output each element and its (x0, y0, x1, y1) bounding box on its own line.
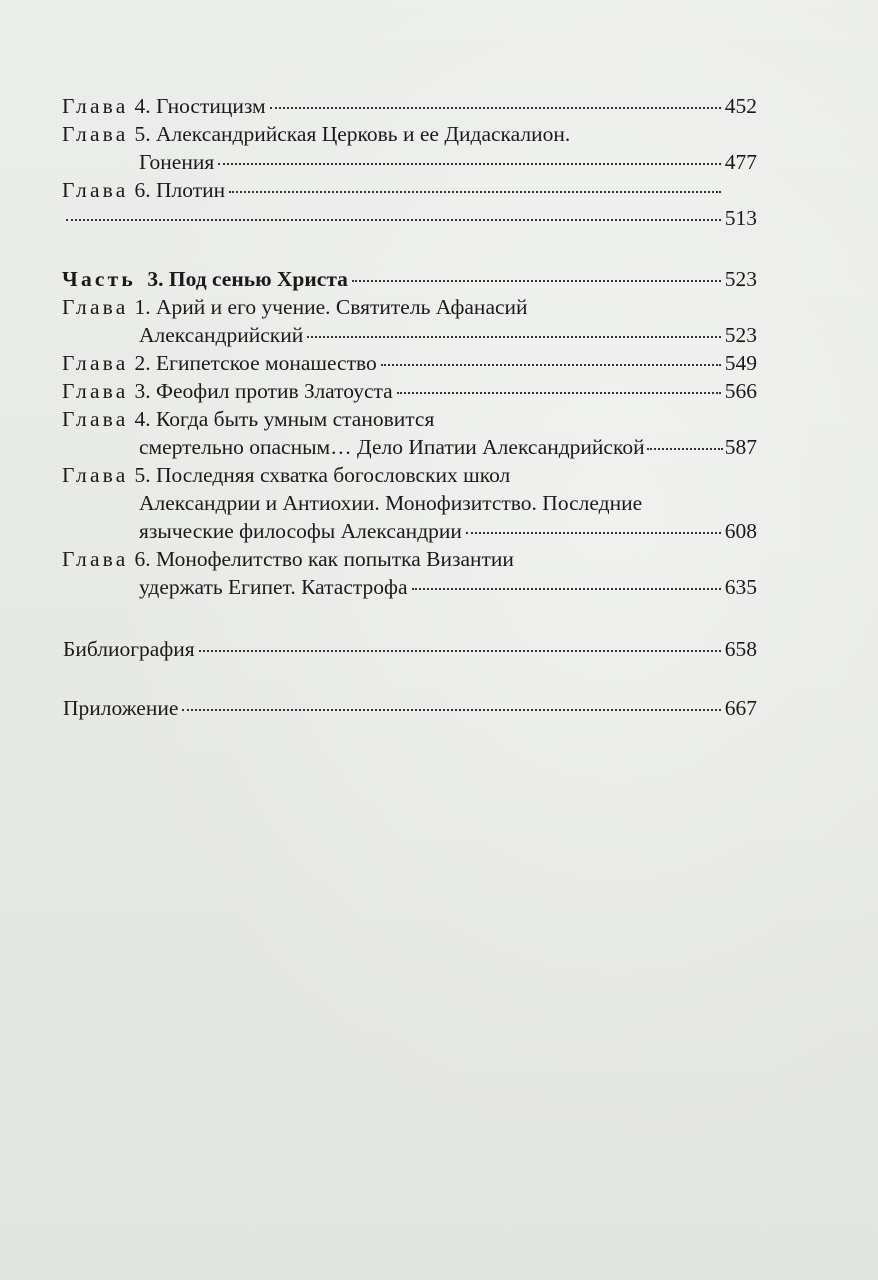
toc-entry-chapter-4[interactable] (62, 92, 757, 120)
dot-leader (412, 588, 721, 590)
chapter-number: 6. (134, 547, 151, 571)
toc-entry-part3-chapter-1[interactable] (62, 293, 757, 349)
part-title: Под сенью Христа (168, 267, 348, 291)
dot-leader (270, 107, 721, 109)
chapter-title-line-2: удержать Египет. Катастрофа (139, 575, 408, 599)
chapter-label: Глава (62, 379, 129, 403)
dot-leader (397, 392, 721, 394)
chapter-title-line-1: Александрийская Церковь и ее Дидаскалион. (156, 122, 571, 146)
toc-entry-chapter-5[interactable] (62, 120, 757, 176)
part-label: Часть (62, 267, 137, 291)
chapter-title-line-2: Александрии и Антиохии. Монофизитство. Последние (139, 491, 643, 515)
appendix-title: Приложение (63, 696, 179, 720)
chapter-title-line-1: Когда быть умным становится (156, 407, 435, 431)
chapter-number: 5. (134, 122, 151, 146)
dot-leader (352, 280, 721, 282)
dot-leader (307, 336, 720, 338)
page-number: 635 (724, 575, 757, 599)
toc-entry-part3-chapter-4[interactable] (62, 405, 757, 461)
dot-leader (218, 163, 721, 165)
part-number: 3. (147, 267, 164, 291)
chapter-title-line-2: смертельно опасным… Дело Ипатии Александрийской (139, 435, 645, 459)
chapter-title: Феофил против Златоуста (156, 379, 393, 403)
chapter-label: Глава (62, 407, 129, 431)
chapter-title-line-3: языческие философы Александрии (139, 519, 462, 543)
chapter-title-line-2: Гонения (139, 150, 215, 174)
chapter-title-line-1: Арий и его учение. Святитель Афанасий (156, 295, 528, 319)
dot-leader (381, 364, 721, 366)
chapter-label: Глава (62, 547, 129, 571)
chapter-number: 5. (134, 463, 151, 487)
dot-leader (466, 532, 721, 534)
toc-entry-chapter-6-page (62, 204, 757, 232)
page-number: 523 (724, 267, 757, 291)
chapter-number: 4. (134, 94, 151, 118)
chapter-title: Гностицизм (156, 94, 266, 118)
dot-leader (647, 448, 723, 450)
chapter-title-line-1: Монофелитство как попытка Византии (156, 547, 514, 571)
toc-entry-part-3[interactable] (62, 265, 757, 293)
page-number: 549 (724, 351, 757, 375)
chapter-number: 1. (134, 295, 151, 319)
page-number: 452 (724, 94, 757, 118)
chapter-label: Глава (62, 351, 129, 375)
page-number: 523 (724, 323, 757, 347)
dot-leader (229, 191, 721, 193)
page-number: 608 (724, 519, 757, 543)
chapter-label: Глава (62, 122, 129, 146)
chapter-title-line-2: Александрийский (139, 323, 304, 347)
chapter-title-line-1: Последняя схватка богословских школ (156, 463, 511, 487)
toc-entry-part3-chapter-3[interactable] (62, 377, 757, 405)
dot-leader (199, 650, 721, 652)
chapter-label: Глава (62, 178, 129, 202)
dot-leader (182, 709, 720, 711)
chapter-title: Плотин (156, 178, 226, 202)
chapter-title: Египетское монашество (156, 351, 377, 375)
page-number: 513 (724, 206, 757, 230)
chapter-number: 2. (134, 351, 151, 375)
page-number: 658 (724, 637, 757, 661)
toc-entry-appendix[interactable] (62, 694, 757, 722)
chapter-number: 3. (134, 379, 151, 403)
toc-entry-bibliography[interactable] (62, 635, 757, 663)
page-number: 477 (724, 150, 757, 174)
toc-entry-part3-chapter-5[interactable] (62, 461, 757, 545)
page-number: 667 (724, 696, 757, 720)
chapter-label: Глава (62, 463, 129, 487)
toc-entry-chapter-6[interactable] (62, 176, 757, 204)
table-of-contents (62, 92, 757, 722)
chapter-number: 6. (134, 178, 151, 202)
toc-entry-part3-chapter-6[interactable] (62, 545, 757, 601)
dot-leader (66, 219, 721, 221)
chapter-number: 4. (134, 407, 151, 431)
page-number: 587 (724, 435, 757, 459)
chapter-label: Глава (62, 94, 129, 118)
toc-entry-part3-chapter-2[interactable] (62, 349, 757, 377)
bibliography-title: Библиография (63, 637, 195, 661)
chapter-label: Глава (62, 295, 129, 319)
page-number: 566 (724, 379, 757, 403)
